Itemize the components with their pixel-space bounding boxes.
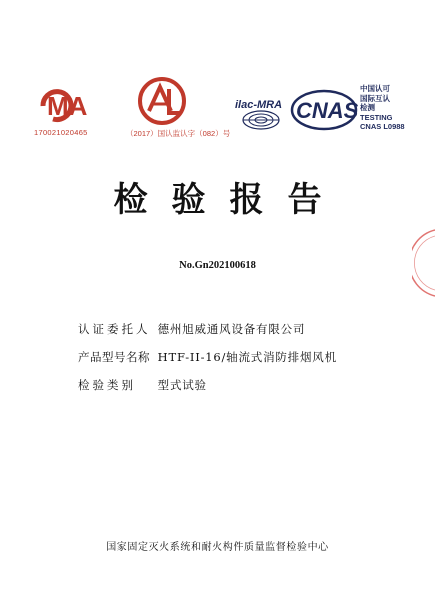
cnas-line-3: 检测 bbox=[360, 103, 375, 112]
field-client bbox=[78, 321, 305, 337]
field-client-label: 认证委托人 bbox=[78, 322, 151, 336]
field-test-type-value: 型式试验 bbox=[157, 378, 207, 392]
cnas-line-5: CNAS L0988 bbox=[360, 122, 405, 131]
cnas-line-2: 国际互认 bbox=[360, 93, 390, 103]
cnas-line-1: 中国认可 bbox=[360, 84, 390, 93]
report-title: 检验报告 bbox=[113, 180, 346, 220]
field-product-value: HTF-II-16/轴流式消防排烟风机 bbox=[157, 350, 337, 364]
seal-stamp-edge bbox=[412, 228, 435, 302]
cal-caption: （2017）国认监认字（082）号 bbox=[126, 129, 231, 138]
report-number: No.Gn202100618 bbox=[179, 260, 256, 271]
issuer-name: 国家固定灭火系统和耐火构件质量监督检验中心 bbox=[106, 542, 329, 553]
ilac-mra-logo bbox=[233, 90, 289, 132]
cnas-accreditation-text bbox=[360, 84, 405, 132]
cnas-logo bbox=[290, 88, 358, 132]
field-product bbox=[78, 349, 337, 365]
cnas-line-4: TESTING bbox=[360, 112, 393, 122]
cal-logo bbox=[133, 75, 191, 127]
cnas-logo-text: CNAS bbox=[296, 98, 358, 123]
cma-logo bbox=[33, 86, 99, 126]
ilac-logo-text: ilac-MRA bbox=[235, 99, 283, 111]
field-test-type-label: 检验类别 bbox=[78, 378, 136, 392]
field-client-value: 德州旭威通风设备有限公司 bbox=[157, 322, 306, 336]
field-product-label: 产品型号名称 bbox=[78, 350, 150, 364]
cma-number: 170021020465 bbox=[34, 128, 88, 137]
cma-logo-text: MA bbox=[47, 91, 88, 121]
field-test-type bbox=[78, 377, 207, 393]
